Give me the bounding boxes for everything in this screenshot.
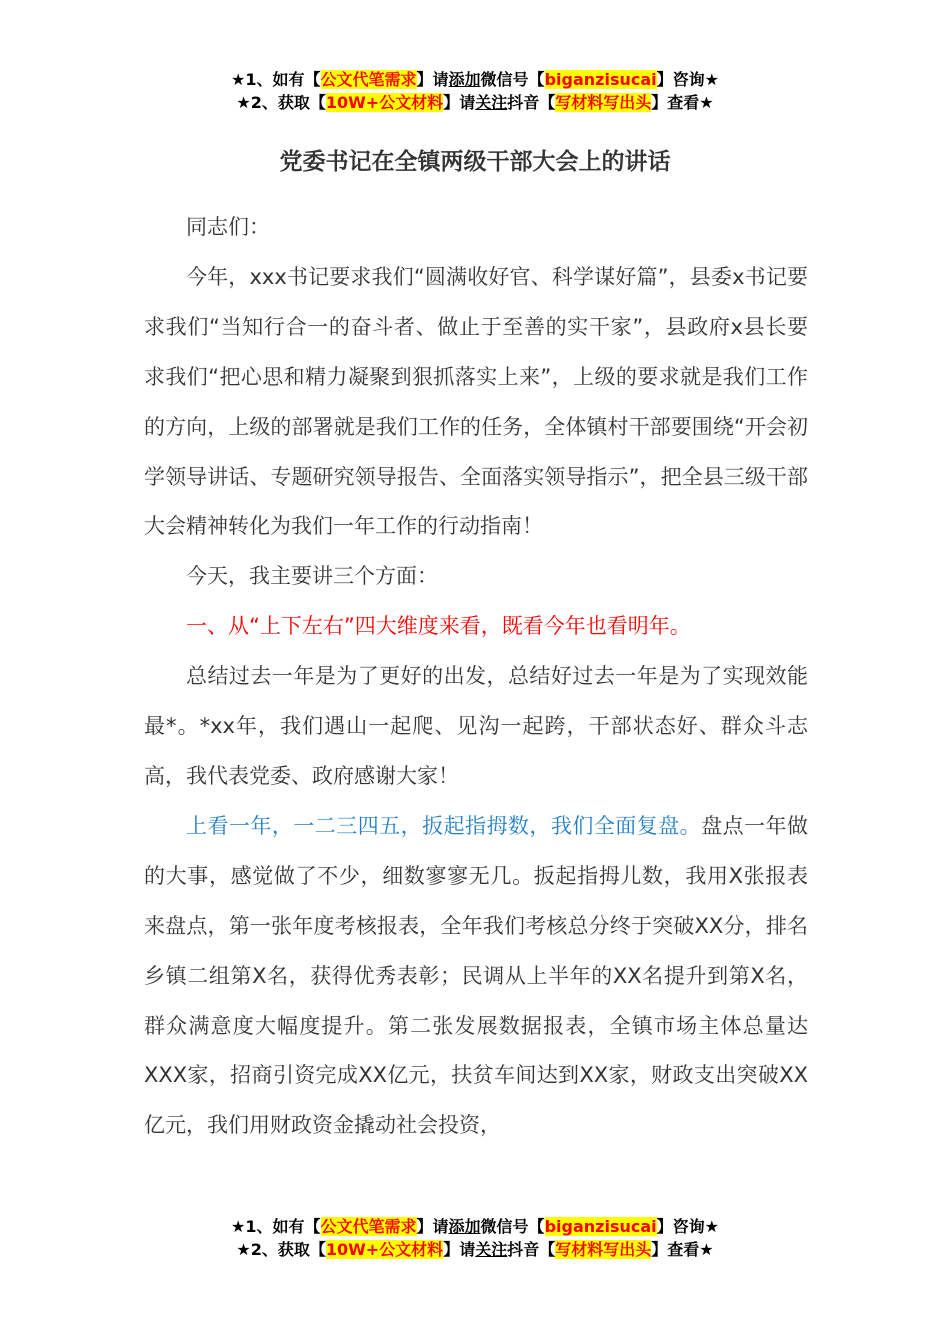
banner-text: 】咨询★ <box>656 70 719 89</box>
banner-text: ★2、获取【 <box>236 93 326 112</box>
paragraph <box>144 802 808 1151</box>
banner-wechat-id: biganzisucai <box>544 1217 657 1236</box>
paragraph-text: 盘点一年做的大事，感觉做了不少，细数寥寥无几。扳起指拇儿数，我用X张报表来盘点，第一张年度考核报表，全年我们考核总分终于突破XX分，排名乡镇二组第X名，获得优秀表彰；民调从上半年的XX名提升到第X名，群众满意度大幅度提升。第二张发展数据报表，全镇市场主体总量达XXX家，招商引资完成XX亿元，扶贫车间达到XX家，财政支出突破XX亿元，我们用财政资金撬动社会投资， <box>144 813 808 1138</box>
banner-text: 】请 <box>443 93 476 112</box>
banner-highlight: 公文代笔需求 <box>320 70 417 89</box>
banner-douyin-id: 写材料写出头 <box>555 1240 652 1259</box>
bottom-banner <box>0 1215 950 1261</box>
banner-text: 】请 <box>443 1240 476 1259</box>
document-title: 党委书记在全镇两级干部大会上的讲话 <box>279 149 671 175</box>
banner-text: 】请 <box>416 1217 449 1236</box>
banner-wechat-id: biganzisucai <box>544 70 657 89</box>
document-body <box>144 203 808 1151</box>
banner-underline: 添加 <box>448 70 481 89</box>
banner-text: 】查看★ <box>651 1240 714 1259</box>
section-heading: 一、从“上下左右”四大维度来看，既看今年也看明年。 <box>186 614 691 639</box>
banner-text: 】查看★ <box>651 93 714 112</box>
top-banner <box>0 68 950 114</box>
banner-text: ★2、获取【 <box>236 1240 326 1259</box>
banner-highlight: 公文代笔需求 <box>320 1217 417 1236</box>
paragraph: 今天，我主要讲三个方面： <box>186 564 438 589</box>
banner-text: 微信号【 <box>480 1217 545 1236</box>
banner-text: ★1、如有【 <box>231 1217 321 1236</box>
banner-text: 抖音【 <box>507 93 556 112</box>
banner-line-2 <box>0 91 950 114</box>
lead-sentence: 上看一年，一二三四五，扳起指拇数，我们全面复盘。 <box>186 813 702 838</box>
banner-douyin-id: 写材料写出头 <box>555 93 652 112</box>
banner-line-1 <box>0 1215 950 1238</box>
banner-highlight: 10W+公文材料 <box>325 1240 444 1259</box>
paragraph: 今年，xxx书记要求我们“圆满收好官、科学谋好篇”，县委x书记要求我们“当知行合一的奋斗者、做止于至善的实干家”，县政府x县长要求我们“把心思和精力凝聚到狠抓落实上来”，上级的要求就是我们工作的方向，上级的部署就是我们工作的任务，全体镇村干部要围绕“开会初学领导讲话、专题研究领导报告、全面落实领导指示”，把全县三级干部大会精神转化为我们一年工作的行动指南！ <box>144 264 808 539</box>
banner-underline: 添加 <box>448 1217 481 1236</box>
banner-text: 抖音【 <box>507 1240 556 1259</box>
banner-line-2 <box>0 1238 950 1261</box>
banner-underline: 关注 <box>475 93 508 112</box>
banner-text: 】请 <box>416 70 449 89</box>
banner-underline: 关注 <box>475 1240 508 1259</box>
paragraph: 总结过去一年是为了更好的出发，总结好过去一年是为了实现效能最*。*xx年，我们遇山一起爬、见沟一起跨，干部状态好、群众斗志高，我代表党委、政府感谢大家！ <box>144 664 808 788</box>
banner-line-1 <box>0 68 950 91</box>
banner-text: 】咨询★ <box>656 1217 719 1236</box>
greeting: 同志们： <box>186 215 270 239</box>
banner-text: 微信号【 <box>480 70 545 89</box>
banner-text: ★1、如有【 <box>231 70 321 89</box>
banner-highlight: 10W+公文材料 <box>325 93 444 112</box>
